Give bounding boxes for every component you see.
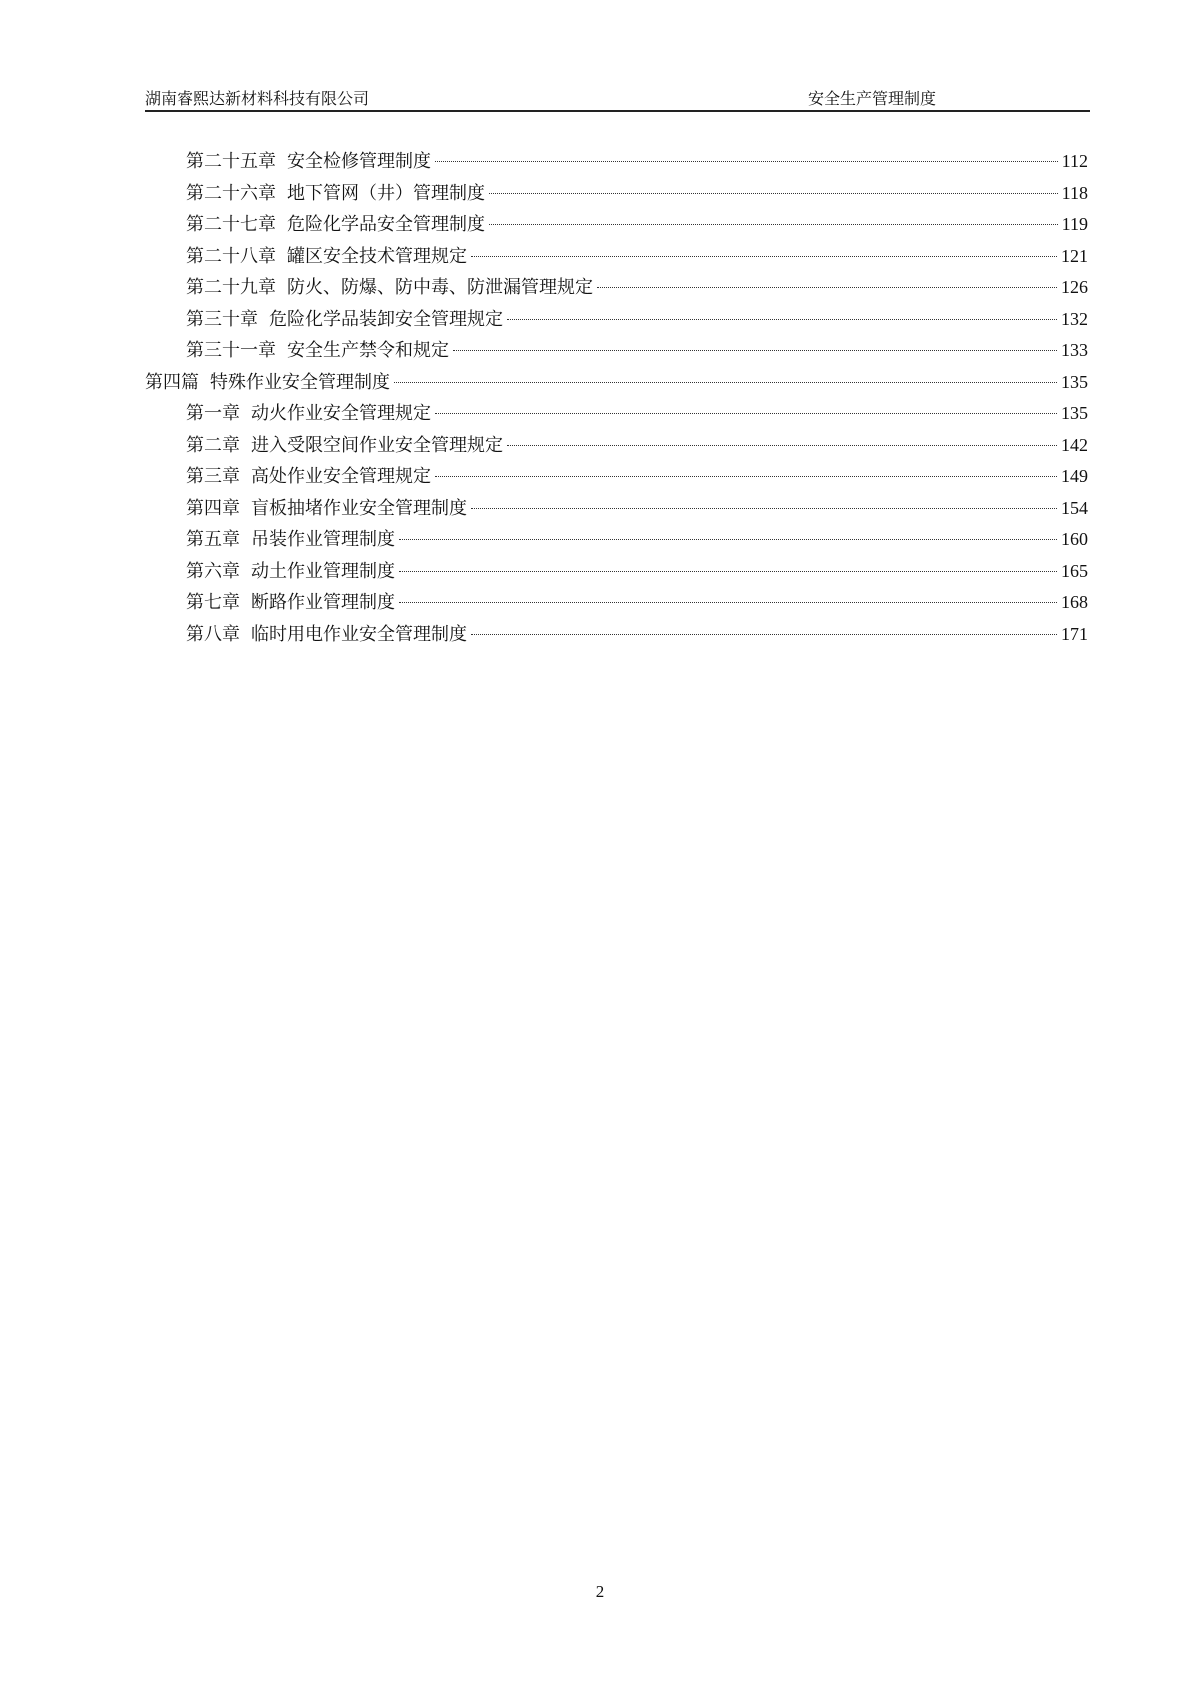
toc-entry-page: 119 (1061, 214, 1088, 234)
toc-dot-leader (489, 193, 1058, 194)
toc-dot-leader (394, 382, 1057, 383)
toc-dot-leader (453, 350, 1057, 351)
table-of-contents (145, 146, 1088, 650)
toc-entry-page: 112 (1061, 151, 1088, 171)
toc-chapter-entry[interactable] (145, 241, 1088, 273)
toc-dot-leader (507, 319, 1057, 320)
toc-entry-page: 149 (1061, 466, 1088, 486)
toc-entry-number: 第四篇 (145, 371, 199, 393)
toc-entry-number: 第二十七章 (186, 214, 276, 235)
toc-entry-page: 135 (1061, 371, 1088, 392)
toc-entry-number: 第二十九章 (186, 277, 276, 298)
toc-chapter-entry[interactable] (145, 524, 1088, 556)
toc-dot-leader (435, 476, 1057, 477)
toc-chapter-entry[interactable] (145, 209, 1088, 241)
toc-entry-page: 142 (1061, 434, 1088, 455)
toc-entry-number: 第一章 (186, 403, 240, 424)
toc-chapter-entry[interactable] (145, 178, 1088, 210)
toc-entry-title: 防火、防爆、防中毒、防泄漏管理规定 (287, 277, 593, 298)
toc-dot-leader (507, 445, 1057, 446)
toc-entry-page: 171 (1061, 623, 1088, 644)
toc-chapter-entry[interactable] (145, 493, 1088, 525)
toc-entry-number: 第二十八章 (186, 245, 276, 267)
toc-entry-title: 动火作业安全管理规定 (251, 403, 431, 424)
toc-dot-leader (471, 256, 1057, 257)
toc-chapter-entry[interactable] (145, 461, 1088, 493)
toc-dot-leader (471, 634, 1057, 635)
toc-dot-leader (435, 161, 1058, 162)
toc-entry-title: 吊装作业管理制度 (251, 529, 395, 550)
toc-entry-number: 第四章 (186, 497, 240, 519)
toc-entry-title: 盲板抽堵作业安全管理制度 (251, 497, 467, 519)
toc-entry-title: 安全检修管理制度 (287, 151, 431, 172)
toc-entry-title: 特殊作业安全管理制度 (210, 371, 390, 393)
toc-entry-number: 第五章 (186, 529, 240, 550)
toc-dot-leader (471, 508, 1057, 509)
toc-entry-number: 第三十一章 (186, 340, 276, 361)
toc-entry-number: 第二十五章 (186, 151, 276, 172)
toc-entry-number: 第三章 (186, 466, 240, 487)
toc-chapter-entry[interactable] (145, 430, 1088, 462)
toc-dot-leader (435, 413, 1057, 414)
toc-entry-title: 危险化学品装卸安全管理规定 (269, 308, 503, 330)
toc-entry-page: 165 (1061, 560, 1088, 581)
toc-entry-page: 133 (1061, 340, 1088, 360)
toc-chapter-entry[interactable] (145, 556, 1088, 588)
toc-chapter-entry[interactable] (145, 619, 1088, 651)
toc-entry-page: 135 (1061, 403, 1088, 423)
toc-entry-title: 进入受限空间作业安全管理规定 (251, 434, 503, 456)
toc-entry-title: 危险化学品安全管理制度 (287, 214, 485, 235)
page-header (145, 84, 1090, 112)
toc-entry-page: 121 (1061, 245, 1088, 266)
toc-dot-leader (399, 539, 1057, 540)
toc-entry-number: 第二章 (186, 434, 240, 456)
toc-part-entry[interactable] (145, 367, 1088, 399)
toc-entry-page: 154 (1061, 497, 1088, 518)
toc-entry-page: 118 (1061, 182, 1088, 203)
toc-entry-page: 126 (1061, 277, 1088, 297)
toc-entry-page: 132 (1061, 308, 1088, 329)
toc-chapter-entry[interactable] (145, 146, 1088, 178)
toc-entry-title: 临时用电作业安全管理制度 (251, 623, 467, 645)
toc-entry-title: 安全生产禁令和规定 (287, 340, 449, 361)
toc-entry-number: 第六章 (186, 560, 240, 582)
toc-dot-leader (489, 224, 1058, 225)
toc-entry-title: 断路作业管理制度 (251, 592, 395, 613)
toc-chapter-entry[interactable] (145, 272, 1088, 304)
company-name: 湖南睿熙达新材料科技有限公司 (145, 89, 370, 108)
toc-dot-leader (399, 571, 1057, 572)
toc-entry-number: 第七章 (186, 592, 240, 613)
toc-entry-title: 地下管网（井）管理制度 (287, 182, 485, 204)
toc-entry-number: 第二十六章 (186, 182, 276, 204)
toc-chapter-entry[interactable] (145, 587, 1088, 619)
toc-entry-number: 第八章 (186, 623, 240, 645)
toc-entry-title: 高处作业安全管理规定 (251, 466, 431, 487)
toc-entry-number: 第三十章 (186, 308, 258, 330)
toc-entry-page: 168 (1061, 592, 1088, 612)
toc-chapter-entry[interactable] (145, 335, 1088, 367)
toc-dot-leader (597, 287, 1057, 288)
toc-chapter-entry[interactable] (145, 398, 1088, 430)
page-number: 2 (595, 1582, 605, 1601)
toc-entry-title: 动土作业管理制度 (251, 560, 395, 582)
toc-entry-title: 罐区安全技术管理规定 (287, 245, 467, 267)
document-title: 安全生产管理制度 (808, 89, 937, 108)
toc-chapter-entry[interactable] (145, 304, 1088, 336)
toc-entry-page: 160 (1061, 529, 1088, 549)
toc-dot-leader (399, 602, 1057, 603)
